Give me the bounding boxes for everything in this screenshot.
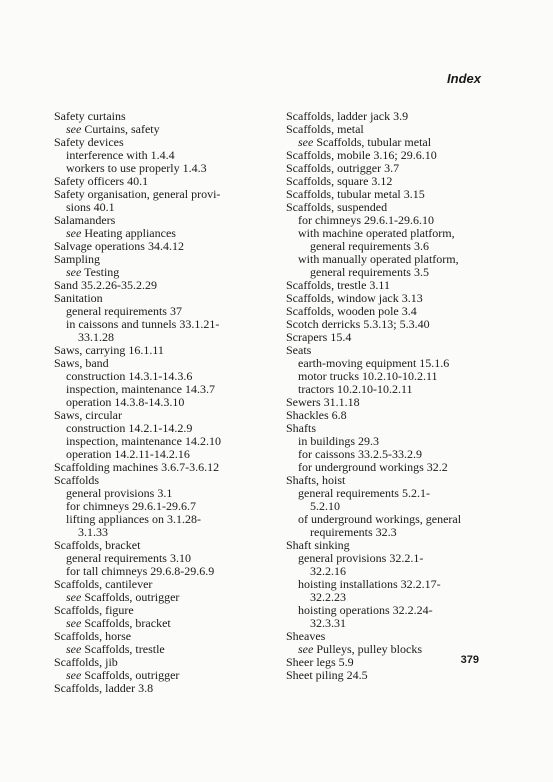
index-entry-text: Scaffolds, trestle 3.11 <box>286 278 390 292</box>
index-entry-text: 5.2.10 <box>310 499 340 513</box>
index-entry-text: requirements 32.3 <box>310 525 397 539</box>
index-entry <box>286 669 501 682</box>
index-entry-text: 33.1.28 <box>78 330 114 344</box>
index-entry-text: Scotch derricks 5.3.13; 5.3.40 <box>286 317 430 331</box>
index-entry-text: Safety officers 40.1 <box>54 174 149 188</box>
index-entry-text: Scaffolds, bracket <box>84 616 171 630</box>
index-entry-text: Testing <box>84 265 120 279</box>
index-entry-text: general requirements 5.2.1- <box>298 486 430 500</box>
index-entry-text: Sheer legs 5.9 <box>286 655 354 669</box>
index-entry-text: inspection, maintenance 14.2.10 <box>66 434 221 448</box>
index-entry-text: Saws, circular <box>54 408 122 422</box>
index-entry-text: Scaffolds, suspended <box>286 200 388 214</box>
index-entry-text: Scaffolds, mobile 3.16; 29.6.10 <box>286 148 437 162</box>
index-entry-text: Scaffolds, horse <box>54 629 132 643</box>
index-entry-text: Scaffolding machines 3.6.7-3.6.12 <box>54 460 220 474</box>
index-entry-text: Sheet piling 24.5 <box>286 668 368 682</box>
index-entry-text: lifting appliances on 3.1.28- <box>66 512 201 526</box>
index-entry-text: for tall chimneys 29.6.8-29.6.9 <box>66 564 215 578</box>
index-entry-text: Safety devices <box>54 135 124 149</box>
index-entry-text: interference with 1.4.4 <box>66 148 175 162</box>
see-reference: see <box>66 642 82 656</box>
index-entry-text: for chimneys 29.6.1-29.6.10 <box>298 213 434 227</box>
index-entry-text: Sand 35.2.26-35.2.29 <box>54 278 157 292</box>
index-entry-text: for caissons 33.2.5-33.2.9 <box>298 447 422 461</box>
index-entry-text: general provisions 32.2.1- <box>298 551 424 565</box>
index-entry-text: Scaffolds, outrigger <box>84 590 180 604</box>
index-entry-text: Scaffolds, tubular metal <box>316 135 432 149</box>
index-entry-text: for underground workings 32.2 <box>298 460 448 474</box>
index-entry-text: operation 14.3.8-14.3.10 <box>66 395 185 409</box>
index-entry-text: Heating appliances <box>84 226 176 240</box>
index-entry-text: hoisting installations 32.2.17- <box>298 577 441 591</box>
index-entry-text: operation 14.2.11-14.2.16 <box>66 447 190 461</box>
index-entry-text: Scaffolds, ladder 3.8 <box>54 681 154 695</box>
index-entry-text: Saws, carrying 16.1.11 <box>54 343 164 357</box>
index-entry-text: hoisting operations 32.2.24- <box>298 603 433 617</box>
index-entry-text: Sheaves <box>286 629 326 643</box>
index-entry <box>286 331 501 344</box>
index-entry-text: motor trucks 10.2.10-10.2.11 <box>298 369 438 383</box>
index-entry-text: Salamanders <box>54 213 116 227</box>
index-entry-text: Pulleys, pulley blocks <box>316 642 422 656</box>
index-entry-text: Scaffolds, square 3.12 <box>286 174 393 188</box>
index-entry-text: workers to use properly 1.4.3 <box>66 161 207 175</box>
index-entry-text: Scaffolds, trestle <box>84 642 165 656</box>
index-entry-text: Scaffolds, figure <box>54 603 134 617</box>
index-entry-text: Shaft sinking <box>286 538 350 552</box>
index-column-left <box>54 110 269 695</box>
index-entry-text: Salvage operations 34.4.12 <box>54 239 184 253</box>
index-entry-text: general requirements 3.10 <box>66 551 191 565</box>
index-column-right <box>286 110 501 682</box>
index-entry-text: Sewers 31.1.18 <box>286 395 360 409</box>
see-reference: see <box>66 265 82 279</box>
see-reference: see <box>298 642 314 656</box>
index-entry-text: Saws, band <box>54 356 109 370</box>
index-entry-text: Shackles 6.8 <box>286 408 347 422</box>
index-entry-text: inspection, maintenance 14.3.7 <box>66 382 215 396</box>
index-entry-text: Scaffolds, window jack 3.13 <box>286 291 423 305</box>
index-entry-text: Scaffolds, bracket <box>54 538 141 552</box>
index-entry <box>54 682 269 695</box>
index-entry-text: Scaffolds, metal <box>286 122 364 136</box>
index-entry-text: with manually operated platform, <box>298 252 459 266</box>
index-entry-text: construction 14.3.1-14.3.6 <box>66 369 193 383</box>
index-entry-text: Sanitation <box>54 291 103 305</box>
index-entry-text: in buildings 29.3 <box>298 434 380 448</box>
index-entry-text: general provisions 3.1 <box>66 486 173 500</box>
index-entry-text: Scaffolds, ladder jack 3.9 <box>286 109 409 123</box>
index-entry-text: Safety organisation, general provi- <box>54 187 221 201</box>
index-entry-text: Scrapers 15.4 <box>286 330 352 344</box>
see-reference: see <box>66 668 82 682</box>
index-entry-text: 32.3.31 <box>310 616 346 630</box>
index-entry-text: general requirements 3.5 <box>310 265 429 279</box>
see-reference: see <box>66 590 82 604</box>
index-entry-text: 3.1.33 <box>78 525 108 539</box>
index-entry-text: Seats <box>286 343 312 357</box>
page-number: 379 <box>460 654 479 666</box>
index-entry-text: construction 14.2.1-14.2.9 <box>66 421 193 435</box>
index-entry-text: Curtains, safety <box>84 122 160 136</box>
index-entry-text: Shafts <box>286 421 316 435</box>
index-entry-text: tractors 10.2.10-10.2.11 <box>298 382 413 396</box>
index-entry-text: in caissons and tunnels 33.1.21- <box>66 317 220 331</box>
index-entry-text: for chimneys 29.6.1-29.6.7 <box>66 499 196 513</box>
index-entry-text: Scaffolds, tubular metal 3.15 <box>286 187 425 201</box>
index-entry-text: 32.2.16 <box>310 564 346 578</box>
index-entry-text: Scaffolds, outrigger <box>84 668 180 682</box>
see-reference: see <box>66 122 82 136</box>
index-entry-text: general requirements 37 <box>66 304 182 318</box>
index-entry-text: Safety curtains <box>54 109 126 123</box>
index-entry-text: Scaffolds, jib <box>54 655 118 669</box>
see-reference: see <box>298 135 314 149</box>
see-reference: see <box>66 616 82 630</box>
see-reference: see <box>66 226 82 240</box>
index-entry-text: sions 40.1 <box>66 200 115 214</box>
index-entry-text: Scaffolds, wooden pole 3.4 <box>286 304 417 318</box>
index-entry-text: with machine operated platform, <box>298 226 455 240</box>
index-entry-text: general requirements 3.6 <box>310 239 429 253</box>
index-entry-text: Scaffolds <box>54 473 100 487</box>
index-entry-text: Sampling <box>54 252 101 266</box>
index-entry-text: Scaffolds, outrigger 3.7 <box>286 161 400 175</box>
index-entry-text: Shafts, hoist <box>286 473 346 487</box>
index-entry-text: earth-moving equipment 15.1.6 <box>298 356 450 370</box>
index-entry <box>286 409 501 422</box>
index-entry-text: Scaffolds, cantilever <box>54 577 153 591</box>
index-entry-text: 32.2.23 <box>310 590 346 604</box>
page-header-title: Index <box>447 71 481 86</box>
index-entry-text: of underground workings, general <box>298 512 462 526</box>
